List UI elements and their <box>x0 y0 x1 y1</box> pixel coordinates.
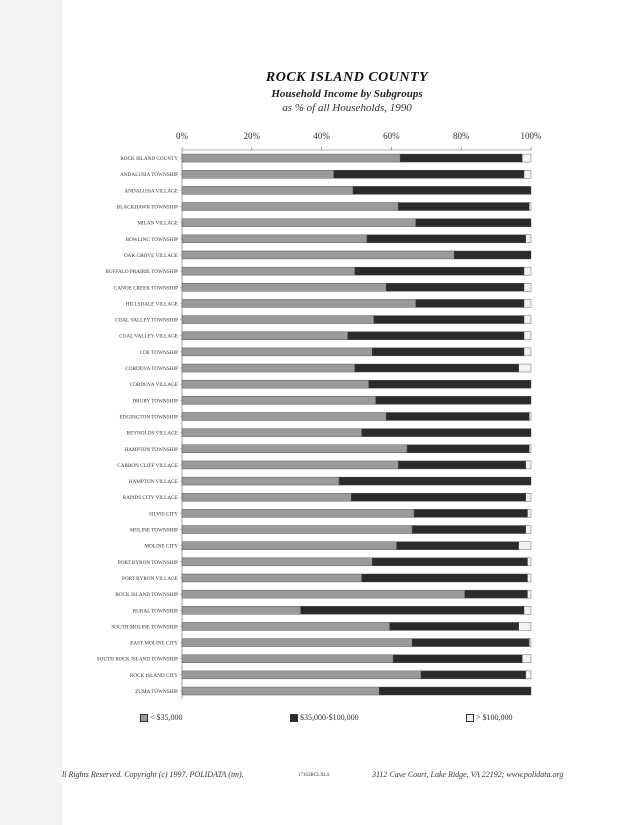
category-label: BUFFALO PRAIRIE TOWNSHIP <box>105 269 178 276</box>
bar-segment <box>182 380 369 388</box>
bar-segment <box>524 267 531 275</box>
footer-address: 3112 Cave Court, Lake Ridge, VA 22192; www.polidata.org <box>372 770 564 779</box>
bar-segment <box>529 445 531 453</box>
bar-segment <box>355 364 519 372</box>
bar-segment <box>182 558 372 566</box>
category-label: ROCK ISLAND CITY <box>129 672 178 679</box>
category-label: REYNOLDS VILLAGE <box>126 430 178 437</box>
bar-segment <box>182 396 376 404</box>
bar-segment <box>524 332 531 340</box>
category-label: HAMPTON VILLAGE <box>128 479 178 486</box>
bar-segment <box>393 655 522 663</box>
legend-item-low <box>140 713 183 722</box>
bar-segment <box>353 186 531 194</box>
bar-segment <box>524 606 531 614</box>
category-label: CORDOVA VILLAGE <box>129 382 178 389</box>
bar-segment <box>339 477 531 485</box>
x-tick-label: 20% <box>243 131 261 141</box>
bar-segment <box>182 283 386 291</box>
bar-segment <box>528 590 531 598</box>
bar-segment <box>398 461 525 469</box>
bar-segment <box>465 590 528 598</box>
legend-label-mid: $35,000-$100,000 <box>300 713 359 722</box>
chart-title: ROCK ISLAND COUNTY <box>265 70 429 85</box>
category-label: HAMPTON TOWNSHIP <box>124 446 178 453</box>
bar-segment <box>182 639 412 647</box>
category-label: COE TOWNSHIP <box>139 349 178 356</box>
bar-segment <box>182 267 355 275</box>
bar-segment <box>528 558 531 566</box>
bar-segment <box>526 671 531 679</box>
bar-segment <box>524 299 531 307</box>
bar-segment <box>522 655 531 663</box>
bar-segment <box>182 493 351 501</box>
bar-segment <box>182 235 367 243</box>
bar-segment <box>182 251 454 259</box>
bar-segment <box>400 154 522 162</box>
bar-segment <box>182 622 390 630</box>
category-label: MOLINE CITY <box>144 543 178 550</box>
bar-segment <box>351 493 526 501</box>
category-label: MILAN VILLAGE <box>137 220 178 227</box>
footer-file: 17163RCI.XLS <box>298 773 330 778</box>
legend-item-mid <box>290 713 359 722</box>
bar-segment <box>421 671 526 679</box>
category-label: RAPIDS CITY VILLAGE <box>122 495 178 502</box>
bar-segment <box>528 574 531 582</box>
category-label: EDGINGTON TOWNSHIP <box>119 414 178 421</box>
category-label: ZUMA TOWNSHIP <box>135 689 178 696</box>
x-tick-label: 60% <box>383 131 400 141</box>
category-label: ROCK ISLAND TOWNSHIP <box>115 592 178 599</box>
bar-segment <box>386 283 524 291</box>
bar-segment <box>182 655 393 663</box>
bar-segment <box>529 203 531 211</box>
legend-swatch-high <box>466 714 474 722</box>
category-label: ANDALUSIA TOWNSHIP <box>120 172 178 179</box>
category-label: DRURY TOWNSHIP <box>132 398 178 405</box>
bar-segment <box>524 170 531 178</box>
bar-segment <box>372 348 524 356</box>
bar-segment <box>524 316 531 324</box>
bar-segment <box>182 348 372 356</box>
bar-segment <box>334 170 524 178</box>
category-label: SOUTH ROCK ISLAND TOWNSHIP <box>96 656 178 663</box>
category-label: MOLINE TOWNSHIP <box>129 527 178 534</box>
category-label: ANDALUSIA VILLAGE <box>124 188 178 195</box>
bar-segment <box>529 639 531 647</box>
bar-segment <box>416 219 531 227</box>
category-label: CARBON CLIFF VILLAGE <box>117 462 178 469</box>
legend-item-high <box>466 713 513 722</box>
bar-segment <box>182 203 398 211</box>
bar-segment <box>182 671 421 679</box>
bar-segment <box>182 542 397 550</box>
bar-segment <box>355 267 524 275</box>
bar-segment <box>182 606 301 614</box>
bar-segment <box>374 316 524 324</box>
bar-segment <box>182 364 355 372</box>
bar-segment <box>526 526 531 534</box>
bar-segment <box>182 590 465 598</box>
bar-segment <box>182 412 386 420</box>
x-tick-label: 100% <box>520 131 542 141</box>
bar-segment <box>182 445 407 453</box>
bar-segment <box>182 574 362 582</box>
bar-segment <box>182 316 374 324</box>
bar-segment <box>524 283 531 291</box>
bar-segment <box>362 574 528 582</box>
bar-segment <box>398 203 529 211</box>
bar-segment <box>386 412 529 420</box>
bar-segment <box>526 235 531 243</box>
legend-label-high: > $100,000 <box>476 713 513 722</box>
legend-label-low: < $35,000 <box>150 713 183 722</box>
category-label: COAL VALLEY TOWNSHIP <box>115 317 178 324</box>
legend-swatch-mid <box>290 714 298 722</box>
chart-subtitle: Household Income by Subgroups <box>271 88 423 100</box>
footer-copyright: ll Rights Reserved. Copyright (c) 1997. POLIDATA (tm). <box>62 770 244 779</box>
category-label: CORDOVA TOWNSHIP <box>125 366 178 373</box>
bar-segment <box>414 509 527 517</box>
bar-segment <box>367 235 526 243</box>
bar-segment <box>519 622 531 630</box>
category-label: BOWLING TOWNSHIP <box>125 236 178 243</box>
chart-note: as % of all Households, 1990 <box>282 102 412 114</box>
category-label: ROCK ISLAND COUNTY <box>120 156 178 163</box>
bar-segment <box>376 396 531 404</box>
bar-segment <box>522 154 531 162</box>
bar-segment <box>182 461 398 469</box>
category-label: PORT BYRON VILLAGE <box>122 575 178 582</box>
bar-segment <box>519 542 531 550</box>
bar-segment <box>182 219 416 227</box>
bar-segment <box>182 477 339 485</box>
bar-segment <box>182 332 348 340</box>
category-label: RURAL TOWNSHIP <box>132 608 178 615</box>
bar-segment <box>529 412 531 420</box>
bar-segment <box>379 687 531 695</box>
category-label: PORT BYRON TOWNSHIP <box>117 559 178 566</box>
legend-swatch-low <box>140 714 148 722</box>
bar-segment <box>524 348 531 356</box>
category-label: SILVIS CITY <box>148 511 178 518</box>
bar-segment <box>526 493 531 501</box>
category-label: COAL VALLEY VILLAGE <box>119 333 178 340</box>
bar-segment <box>412 639 529 647</box>
bar-segment <box>182 429 362 437</box>
x-tick-label: 40% <box>313 131 330 141</box>
bar-segment <box>182 299 416 307</box>
bar-segment <box>301 606 524 614</box>
category-label: CANOE CREEK TOWNSHIP <box>113 285 178 292</box>
x-tick-label: 80% <box>452 131 470 141</box>
bar-segment <box>528 509 531 517</box>
bar-segment <box>182 687 379 695</box>
category-label: EAST MOLINE CITY <box>130 640 178 647</box>
bar-segment <box>372 558 527 566</box>
bar-segment <box>412 526 525 534</box>
category-label: SOUTH MOLINE TOWNSHIP <box>111 624 178 631</box>
bar-segment <box>526 461 531 469</box>
category-label: OAK GROVE VILLAGE <box>123 252 178 259</box>
bar-segment <box>519 364 531 372</box>
bar-segment <box>390 622 519 630</box>
category-label: HILLSDALE VILLAGE <box>125 301 178 308</box>
bar-segment <box>397 542 519 550</box>
bar-segment <box>407 445 529 453</box>
bar-segment <box>362 429 531 437</box>
bar-segment <box>416 299 524 307</box>
bar-segment <box>348 332 524 340</box>
bar-segment <box>182 186 353 194</box>
bar-segment <box>182 526 412 534</box>
category-label: BLACKHAWK TOWNSHIP <box>116 204 178 211</box>
bar-segment <box>182 154 400 162</box>
x-tick-label: 0% <box>176 131 188 141</box>
bar-segment <box>182 170 334 178</box>
bar-segment <box>454 251 531 259</box>
bar-segment <box>182 509 414 517</box>
bar-segment <box>369 380 531 388</box>
